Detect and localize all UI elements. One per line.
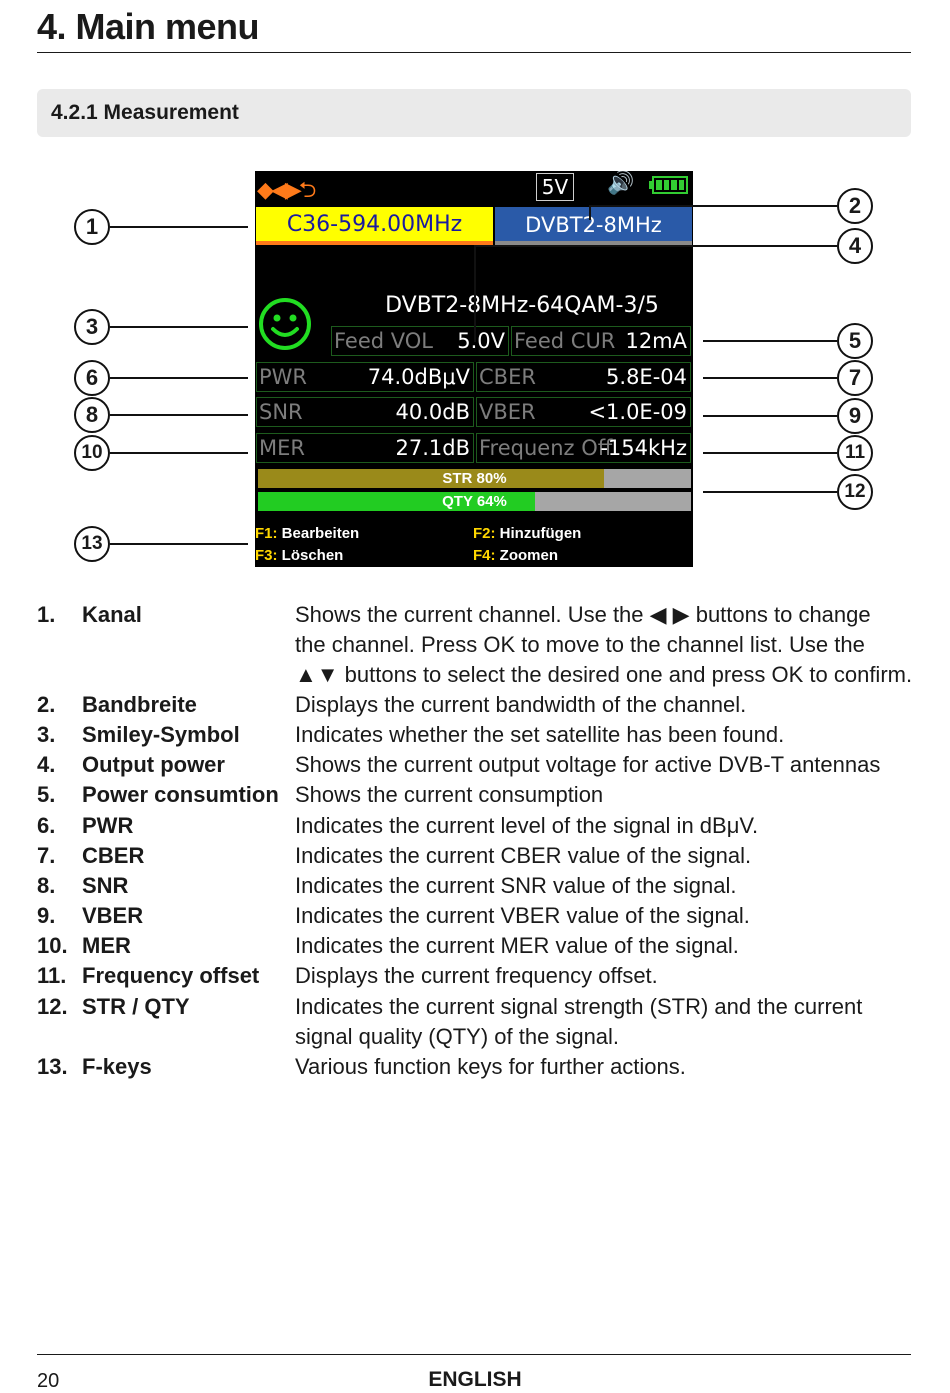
feed-vol-value: 5.0V	[457, 329, 505, 353]
callout-lines	[0, 0, 950, 600]
str-label: STR 80%	[442, 470, 507, 487]
callout-1: 1	[74, 209, 110, 245]
cber-label: CBER	[479, 365, 536, 389]
callout-6: 6	[74, 360, 110, 396]
footer-language: ENGLISH	[428, 1368, 522, 1391]
speaker-icon: 🔊	[607, 171, 635, 196]
callout-2: 2	[837, 188, 873, 224]
feed-cur-label: Feed CUR	[514, 329, 616, 353]
qty-label: QTY 64%	[442, 493, 507, 510]
callout-12: 12	[837, 474, 873, 510]
fkey-f4[interactable]: F4: Zoomen	[473, 547, 559, 564]
callout-11: 11	[837, 435, 873, 471]
pwr-value: 74.0dBμV	[367, 365, 470, 389]
cber-value: 5.8E-04	[606, 365, 687, 389]
footer-divider	[37, 1354, 911, 1355]
callout-8: 8	[74, 397, 110, 433]
snr-value: 40.0dB	[395, 400, 470, 424]
snr-label: SNR	[259, 400, 303, 424]
channel-field: C36-594.00MHz	[256, 207, 493, 241]
callout-13: 13	[74, 526, 110, 562]
vber-label: VBER	[479, 400, 536, 424]
feed-vol-label: Feed VOL	[334, 329, 434, 353]
callout-4: 4	[837, 228, 873, 264]
fkey-f3[interactable]: F3: Löschen	[255, 547, 344, 564]
section-title: 4.2.1 Measurement	[51, 101, 239, 124]
fkey-f1[interactable]: F1: Bearbeiten	[255, 525, 360, 542]
callout-3: 3	[74, 309, 110, 345]
vber-value: <1.0E-09	[588, 400, 687, 424]
mer-label: MER	[259, 436, 305, 460]
callout-9: 9	[837, 398, 873, 434]
voltage-indicator: 5V	[536, 173, 574, 201]
fkey-f2[interactable]: F2: Hinzufügen	[473, 525, 582, 542]
freq-offset-label: Frequenz Off	[479, 436, 613, 460]
modulation-text: DVBT2-8MHz-64QAM-3/5	[385, 293, 659, 318]
callout-7: 7	[837, 360, 873, 396]
freq-offset-value: -154kHz	[600, 436, 687, 460]
bandwidth-field: DVBT2-8MHz	[495, 207, 692, 241]
callout-5: 5	[837, 323, 873, 359]
feed-cur-value: 12mA	[625, 329, 687, 353]
pwr-label: PWR	[259, 365, 308, 389]
page-number: 20	[37, 1370, 60, 1392]
nav-arrows-icon: ◆◀▶⮌	[257, 178, 314, 203]
mer-value: 27.1dB	[395, 436, 470, 460]
page-title: 4. Main menu	[37, 6, 260, 47]
callout-10: 10	[74, 435, 110, 471]
